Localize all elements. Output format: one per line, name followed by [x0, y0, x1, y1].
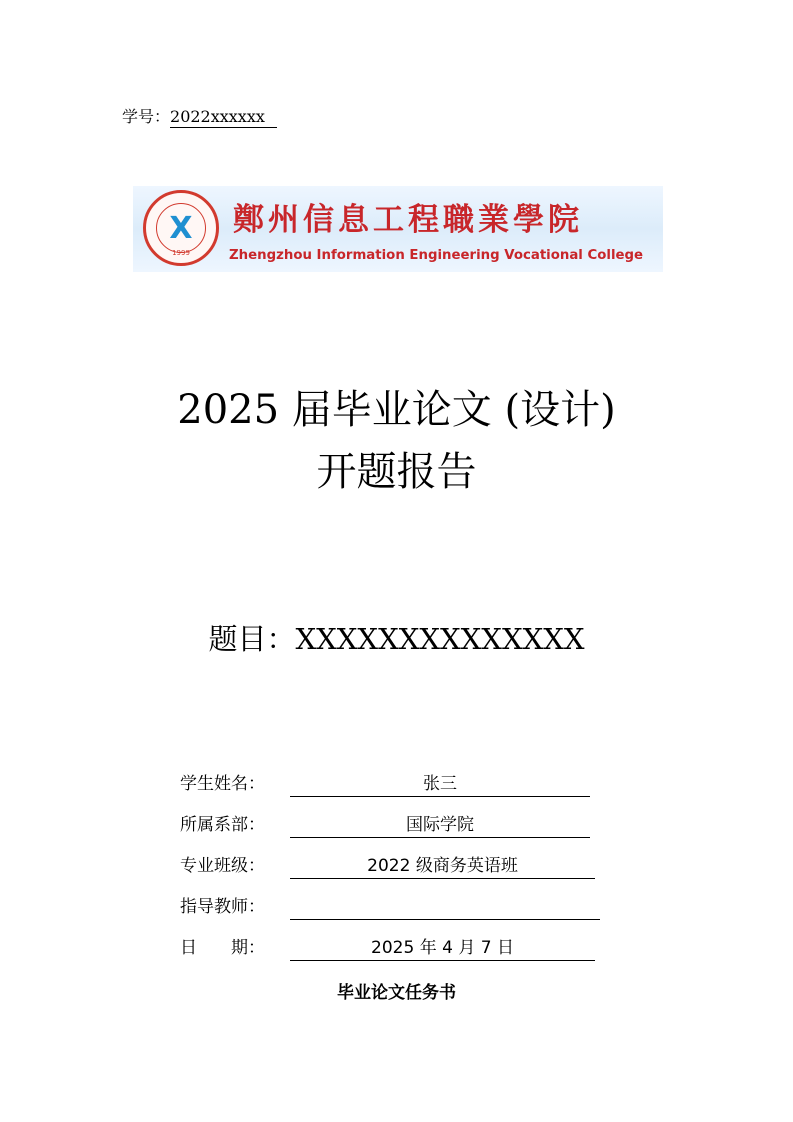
seal-x-mark: X: [169, 210, 193, 246]
info-label-major: 专业班级：: [180, 856, 265, 876]
school-banner: [133, 186, 663, 272]
school-name-cn: 鄭州信息工程職業學院: [233, 202, 583, 238]
info-label-name: 学生姓名：: [180, 774, 265, 794]
school-name-en: Zhengzhou Information Engineering Vocational College: [229, 248, 644, 263]
student-id-label: 学号：: [122, 107, 171, 126]
topic: [0, 617, 793, 658]
info-label-dept: 所属系部：: [180, 815, 265, 835]
footer-title: 毕业论文任务书: [337, 983, 456, 1003]
seal-year: 1999: [172, 249, 190, 257]
report-title-line2: 开题报告: [316, 449, 477, 495]
info-value-major: 2022 级商务英语班: [290, 853, 595, 879]
topic-value: XXXXXXXXXXXXXX: [295, 622, 585, 656]
seal-inner-ring: [156, 203, 206, 253]
report-title-line1: 2025 届毕业论文 (设计): [177, 387, 616, 433]
school-seal-icon: [143, 190, 219, 266]
info-value-date: 2025 年 4 月 7 日: [290, 935, 595, 961]
student-id-value: 2022xxxxxx: [170, 107, 277, 128]
info-value-advisor: [290, 894, 600, 920]
info-label-date: 日 期：: [180, 938, 265, 958]
info-value-name: 张三: [290, 771, 590, 797]
topic-label: 题目：: [208, 622, 296, 656]
info-value-dept: 国际学院: [290, 812, 590, 838]
info-label-advisor: 指导教师：: [180, 897, 265, 917]
student-id: [122, 104, 277, 128]
